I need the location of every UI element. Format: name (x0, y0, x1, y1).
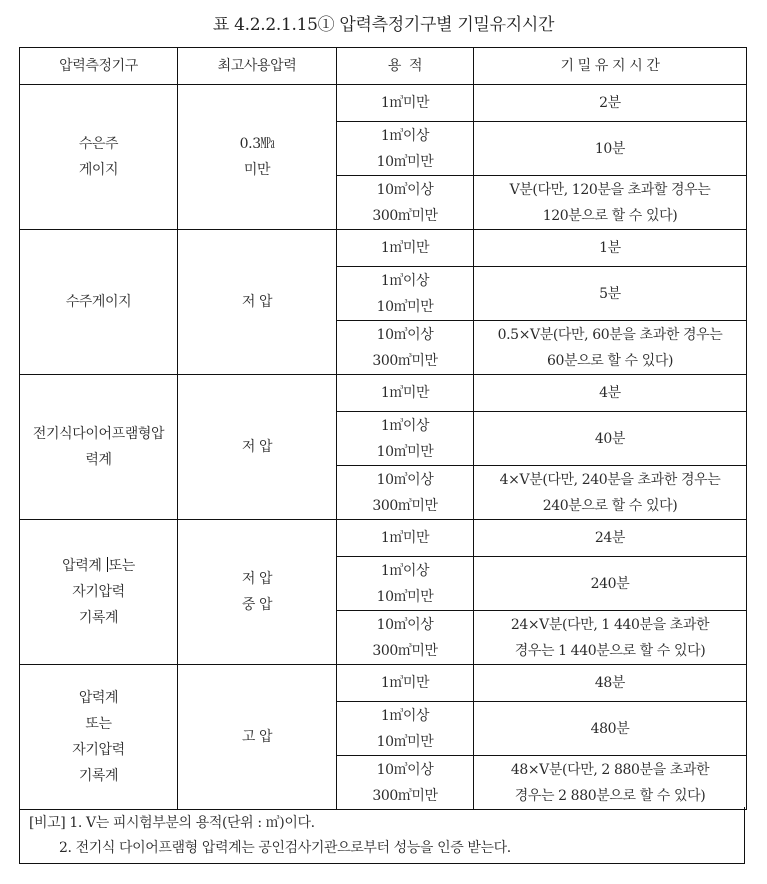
volume-line: 300㎥미만 (372, 207, 438, 224)
volume-line: 300㎥미만 (372, 497, 438, 514)
device-cell (20, 85, 178, 230)
volume-line: 1㎥이상 (380, 417, 430, 434)
volume-cell (337, 122, 474, 176)
time-cell (474, 520, 747, 557)
device-line: 기록계 (78, 610, 119, 626)
time-line: 0.5×V분(다만, 60분을 초과한 경우는 (497, 326, 723, 343)
volume-line: 10㎥미만 (376, 298, 434, 315)
volume-line: 1㎥미만 (380, 95, 430, 111)
volume-cell (337, 520, 474, 557)
device-line: 수주게이지 (65, 294, 132, 310)
time-line: 경우는 1 440분으로 할 수 있다) (514, 642, 706, 659)
volume-cell (337, 267, 474, 321)
volume-line: 1㎥미만 (380, 530, 430, 546)
header-airtight-time: 기 밀 유 지 시 간 (474, 48, 747, 85)
volume-cell (337, 176, 474, 230)
time-line: V분(다만, 120분을 초과할 경우는 (509, 181, 711, 198)
time-line: 40분 (594, 430, 626, 447)
device-cell (20, 520, 178, 665)
device-line: 전기식다이어프램형압 (32, 426, 165, 442)
device-line: 자기압력 (72, 584, 125, 600)
pressure-line: 중 압 (241, 597, 273, 613)
volume-line: 10㎥미만 (376, 588, 434, 605)
device-line: 수은주 (78, 136, 119, 152)
time-line: 24×V분(다만, 1 440분을 초과한 (510, 616, 710, 633)
pressure-cell (178, 85, 337, 230)
time-line: 120분으로 할 수 있다) (542, 207, 678, 224)
volume-line: 10㎥이상 (376, 181, 434, 198)
device-line: 또는 (85, 716, 112, 732)
time-line: 24분 (594, 530, 626, 546)
time-line: 480분 (590, 720, 630, 737)
note-1: [비고] 1. V는 피시험부분의 용적(단위 : ㎥)이다. (29, 815, 315, 831)
volume-cell (337, 85, 474, 122)
volume-cell (337, 557, 474, 611)
device-line: 게이지 (78, 162, 119, 178)
time-line: 경우는 2 880분으로 할 수 있다) (514, 787, 706, 804)
table-row (20, 375, 747, 412)
device-word: 압력계 (62, 558, 102, 574)
time-line: 60분으로 할 수 있다) (546, 352, 674, 369)
time-line: 2분 (599, 95, 621, 111)
pressure-line: 0.3㎫ (239, 136, 275, 152)
time-cell (474, 321, 747, 375)
volume-line: 10㎥이상 (376, 471, 434, 488)
volume-line: 10㎥미만 (376, 153, 434, 170)
table-caption: 표 4.2.2.1.15① 압력측정기구별 기밀유지시간 (212, 15, 555, 35)
volume-cell (337, 611, 474, 665)
time-line: 4×V분(다만, 240분을 초과한 경우는 (499, 471, 721, 488)
time-line: 48분 (594, 675, 626, 691)
header-volume: 용 적 (337, 48, 474, 85)
time-line: 5분 (599, 285, 621, 302)
volume-line: 1㎥이상 (380, 707, 430, 724)
volume-cell (337, 756, 474, 810)
header-device: 압력측정기구 (20, 48, 178, 85)
volume-cell (337, 665, 474, 702)
device-line: 압력계 (78, 690, 119, 706)
device-line: 기록계 (78, 768, 119, 784)
time-line: 10분 (594, 140, 626, 157)
pressure-cell (178, 520, 337, 665)
time-line: 1분 (599, 240, 621, 256)
pressure-cell (178, 665, 337, 810)
device-cell (20, 230, 178, 375)
time-cell (474, 230, 747, 267)
device-cell (20, 665, 178, 810)
time-cell (474, 665, 747, 702)
volume-cell (337, 466, 474, 520)
note-2: 2. 전기식 다이어프램형 압력계는 공인검사기관으로부터 성능을 인증 받는다. (59, 840, 511, 856)
table-row (20, 230, 747, 267)
airtight-time-table (19, 47, 747, 810)
volume-cell (337, 321, 474, 375)
time-cell (474, 466, 747, 520)
time-line: 240분으로 할 수 있다) (542, 497, 678, 514)
pressure-line: 고 압 (241, 729, 273, 745)
time-line: 48×V분(다만, 2 880분을 초과한 (510, 761, 710, 778)
time-cell (474, 375, 747, 412)
header-max-pressure: 최고사용압력 (178, 48, 337, 85)
volume-cell (337, 412, 474, 466)
volume-line: 300㎥미만 (372, 642, 438, 659)
volume-line: 10㎥미만 (376, 443, 434, 460)
volume-line: 1㎥미만 (380, 240, 430, 256)
volume-line: 1㎥이상 (380, 272, 430, 289)
pressure-line: 저 압 (241, 439, 273, 455)
volume-line: 10㎥이상 (376, 616, 434, 633)
time-cell (474, 412, 747, 466)
volume-line: 1㎥미만 (380, 385, 430, 401)
volume-line: 10㎥이상 (376, 326, 434, 343)
time-line: 240분 (590, 575, 630, 592)
time-cell (474, 702, 747, 756)
time-cell (474, 267, 747, 321)
pressure-cell (178, 230, 337, 375)
time-cell (474, 176, 747, 230)
pressure-line: 저 압 (241, 571, 273, 587)
volume-cell (337, 230, 474, 267)
time-cell (474, 122, 747, 176)
device-line (22, 553, 175, 579)
device-line: 자기압력 (72, 742, 125, 758)
volume-line: 300㎥미만 (372, 787, 438, 804)
volume-line: 300㎥미만 (372, 352, 438, 369)
device-line: 력계 (85, 452, 112, 468)
header-row (20, 48, 747, 85)
notes-box (19, 807, 745, 864)
volume-cell (337, 375, 474, 412)
volume-line: 1㎥이상 (380, 127, 430, 144)
volume-line: 10㎥미만 (376, 733, 434, 750)
time-line: 4분 (599, 385, 621, 401)
volume-line: 1㎥이상 (380, 562, 430, 579)
table-row (20, 520, 747, 557)
pressure-line: 저 압 (241, 294, 273, 310)
pressure-cell (178, 375, 337, 520)
pressure-line: 미만 (243, 162, 271, 178)
time-cell (474, 557, 747, 611)
text-caret (107, 557, 108, 572)
table-row (20, 85, 747, 122)
volume-line: 1㎥미만 (380, 675, 430, 691)
device-cell (20, 375, 178, 520)
table-row (20, 665, 747, 702)
volume-cell (337, 702, 474, 756)
time-cell (474, 611, 747, 665)
volume-line: 10㎥이상 (376, 761, 434, 778)
time-cell (474, 756, 747, 810)
device-word: 또는 (108, 558, 135, 574)
time-cell (474, 85, 747, 122)
